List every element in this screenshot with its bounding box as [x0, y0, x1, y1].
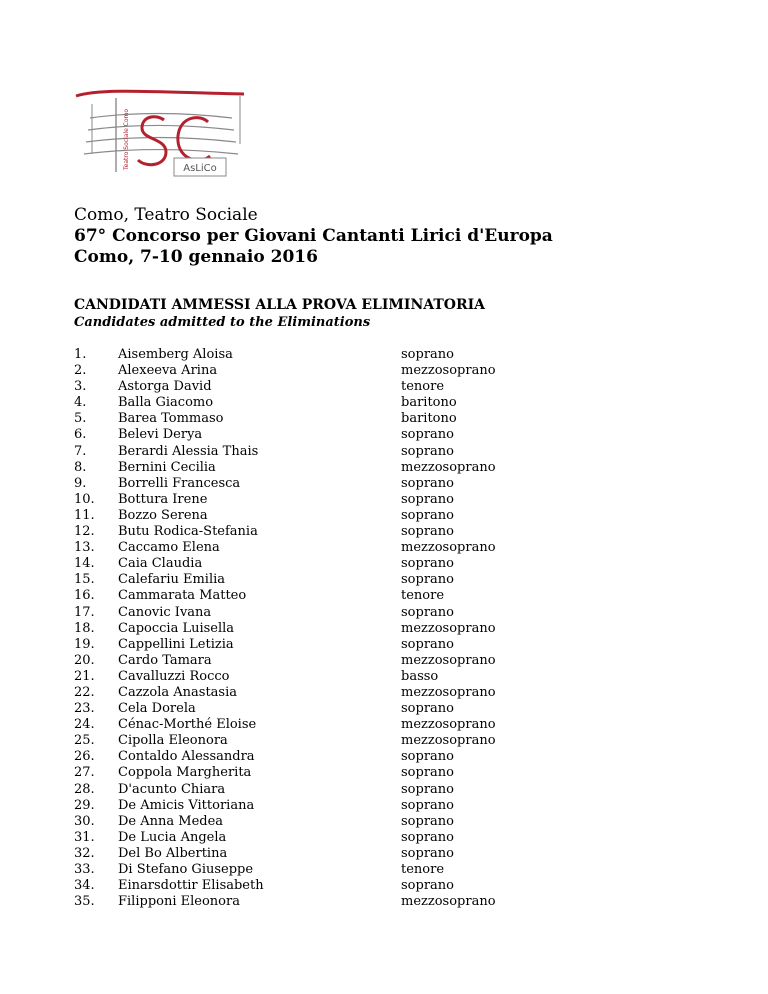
candidate-name: De Amicis Vittoriana	[118, 797, 255, 813]
candidate-row	[74, 637, 694, 653]
candidate-row	[74, 814, 694, 830]
candidate-row	[74, 653, 694, 669]
candidate-list	[74, 347, 694, 910]
candidate-voice-type: mezzosoprano	[401, 459, 496, 475]
candidate-voice-type: soprano	[401, 556, 454, 572]
candidate-voice-type: soprano	[401, 475, 454, 491]
candidate-voice-type: soprano	[401, 507, 454, 523]
candidate-name: Bernini Cecilia	[118, 459, 216, 475]
venue-line: Como, Teatro Sociale	[74, 205, 258, 225]
candidate-row	[74, 395, 694, 411]
candidate-voice-type: mezzosoprano	[401, 620, 496, 636]
candidate-voice-type: soprano	[401, 813, 454, 829]
candidate-row	[74, 363, 694, 379]
candidate-name: Cammarata Matteo	[118, 588, 247, 604]
candidate-name: Bottura Irene	[118, 491, 208, 507]
candidate-row	[74, 605, 694, 621]
candidate-row	[74, 862, 694, 878]
candidate-name: De Anna Medea	[118, 813, 224, 829]
candidate-name: Coppola Margherita	[118, 765, 252, 781]
candidate-name: Capoccia Luisella	[118, 620, 235, 636]
candidate-voice-type: mezzosoprano	[401, 717, 496, 733]
candidate-name: Borrelli Francesca	[118, 475, 241, 491]
candidate-row	[74, 588, 694, 604]
candidate-row	[74, 830, 694, 846]
candidate-voice-type: soprano	[401, 765, 454, 781]
candidate-voice-type: tenore	[401, 379, 445, 395]
candidate-name: Filipponi Eleonora	[118, 894, 240, 910]
candidate-voice-type: baritono	[401, 411, 457, 427]
candidate-name: Cénac-Morthé Eloise	[118, 717, 257, 733]
candidate-number: 34.	[74, 878, 95, 894]
candidate-row	[74, 572, 694, 588]
candidate-row	[74, 749, 694, 765]
candidate-number: 11.	[74, 507, 95, 523]
candidate-voice-type: soprano	[401, 572, 454, 588]
candidate-number: 19.	[74, 636, 95, 652]
candidate-number: 25.	[74, 733, 95, 749]
candidate-row	[74, 347, 694, 363]
candidate-number: 26.	[74, 749, 95, 765]
candidate-number: 3.	[74, 379, 87, 395]
candidate-voice-type: mezzosoprano	[401, 894, 496, 910]
candidate-voice-type: soprano	[401, 427, 454, 443]
candidate-number: 20.	[74, 652, 95, 668]
logo-vertical-text: Teatro Sociale Como	[123, 108, 130, 170]
candidate-voice-type: soprano	[401, 604, 454, 620]
candidate-number: 32.	[74, 845, 95, 861]
candidate-name: Cavalluzzi Rocco	[118, 668, 230, 684]
candidate-number: 4.	[74, 395, 87, 411]
logo-org-text: AsLiCo	[183, 163, 217, 174]
candidate-voice-type: mezzosoprano	[401, 540, 496, 556]
candidate-name: Canovic Ivana	[118, 604, 212, 620]
candidate-name: Butu Rodica-Stefania	[118, 524, 258, 540]
candidate-number: 17.	[74, 604, 95, 620]
candidate-voice-type: soprano	[401, 878, 454, 894]
candidate-number: 5.	[74, 411, 87, 427]
competition-title: 67° Concorso per Giovani Cantanti Lirici d'Europa	[74, 226, 553, 246]
candidate-voice-type: soprano	[401, 797, 454, 813]
candidate-row	[74, 782, 694, 798]
candidate-row	[74, 460, 694, 476]
candidate-name: D'acunto Chiara	[118, 781, 226, 797]
candidate-number: 29.	[74, 797, 95, 813]
candidate-number: 16.	[74, 588, 95, 604]
candidate-number: 15.	[74, 572, 95, 588]
candidate-voice-type: basso	[401, 668, 439, 684]
tsc-logo-graphic	[72, 84, 248, 184]
candidate-number: 1.	[74, 347, 87, 362]
candidate-name: Aisemberg Aloisa	[118, 347, 233, 362]
candidate-voice-type: soprano	[401, 443, 454, 459]
candidate-row	[74, 846, 694, 862]
candidate-row	[74, 411, 694, 427]
candidate-name: Bozzo Serena	[118, 507, 208, 523]
candidate-row	[74, 733, 694, 749]
candidate-number: 23.	[74, 701, 95, 717]
candidate-row	[74, 427, 694, 443]
candidate-voice-type: soprano	[401, 829, 454, 845]
candidate-name: Cela Dorela	[118, 701, 196, 717]
candidate-name: Einarsdottir Elisabeth	[118, 878, 264, 894]
candidate-voice-type: mezzosoprano	[401, 684, 496, 700]
candidate-row	[74, 556, 694, 572]
candidate-row	[74, 717, 694, 733]
candidate-number: 8.	[74, 459, 87, 475]
asli-co-logo	[72, 84, 248, 184]
candidate-number: 31.	[74, 829, 95, 845]
candidate-row	[74, 444, 694, 460]
section-subtitle: Candidates admitted to the Eliminations	[74, 315, 371, 330]
competition-dates: Como, 7-10 gennaio 2016	[74, 247, 318, 267]
candidate-voice-type: mezzosoprano	[401, 652, 496, 668]
candidate-name: Di Stefano Giuseppe	[118, 862, 254, 877]
candidate-voice-type: soprano	[401, 347, 454, 362]
candidate-number: 33.	[74, 862, 95, 877]
candidate-row	[74, 492, 694, 508]
candidate-voice-type: soprano	[401, 636, 454, 652]
candidate-voice-type: soprano	[401, 781, 454, 797]
candidate-row	[74, 379, 694, 395]
section-title: CANDIDATI AMMESSI ALLA PROVA ELIMINATORIA	[74, 297, 486, 313]
candidate-number: 14.	[74, 556, 95, 572]
candidate-name: Calefariu Emilia	[118, 572, 226, 588]
candidate-number: 7.	[74, 443, 87, 459]
candidate-row	[74, 894, 694, 910]
section-heading	[74, 296, 485, 331]
candidate-number: 24.	[74, 717, 95, 733]
candidate-name: Barea Tommaso	[118, 411, 224, 427]
candidate-number: 21.	[74, 668, 95, 684]
candidate-number: 30.	[74, 813, 95, 829]
candidate-voice-type: soprano	[401, 749, 454, 765]
candidate-voice-type: mezzosoprano	[401, 363, 496, 379]
candidate-name: Belevi Derya	[118, 427, 203, 443]
candidate-name: Caccamo Elena	[118, 540, 220, 556]
candidate-name: Caia Claudia	[118, 556, 203, 572]
candidate-name: Alexeeva Arina	[118, 363, 218, 379]
candidate-row	[74, 765, 694, 781]
candidate-number: 22.	[74, 684, 95, 700]
candidate-number: 12.	[74, 524, 95, 540]
candidate-number: 28.	[74, 781, 95, 797]
candidate-row	[74, 524, 694, 540]
candidate-name: Contaldo Alessandra	[118, 749, 255, 765]
candidate-number: 9.	[74, 475, 87, 491]
candidate-row	[74, 798, 694, 814]
candidate-voice-type: baritono	[401, 395, 457, 411]
candidate-row	[74, 701, 694, 717]
candidate-name: Cardo Tamara	[118, 652, 212, 668]
candidate-voice-type: mezzosoprano	[401, 733, 496, 749]
candidate-name: Balla Giacomo	[118, 395, 214, 411]
candidate-row	[74, 508, 694, 524]
candidate-row	[74, 669, 694, 685]
candidate-name: De Lucia Angela	[118, 829, 227, 845]
candidate-voice-type: tenore	[401, 588, 445, 604]
candidate-number: 27.	[74, 765, 95, 781]
candidate-row	[74, 878, 694, 894]
candidate-voice-type: soprano	[401, 491, 454, 507]
candidate-voice-type: soprano	[401, 701, 454, 717]
candidate-row	[74, 621, 694, 637]
candidate-number: 35.	[74, 894, 95, 910]
candidate-name: Cappellini Letizia	[118, 636, 234, 652]
candidate-voice-type: tenore	[401, 862, 445, 877]
candidate-voice-type: soprano	[401, 845, 454, 861]
candidate-name: Del Bo Albertina	[118, 845, 228, 861]
candidate-number: 18.	[74, 620, 95, 636]
candidate-name: Astorga David	[118, 379, 212, 395]
candidate-name: Cazzola Anastasia	[118, 684, 237, 700]
candidate-name: Berardi Alessia Thais	[118, 443, 259, 459]
candidate-row	[74, 685, 694, 701]
document-header	[74, 205, 553, 268]
candidate-row	[74, 476, 694, 492]
candidate-number: 10.	[74, 491, 95, 507]
candidate-voice-type: soprano	[401, 524, 454, 540]
candidate-number: 13.	[74, 540, 95, 556]
candidate-row	[74, 540, 694, 556]
candidate-name: Cipolla Eleonora	[118, 733, 228, 749]
candidate-number: 2.	[74, 363, 87, 379]
candidate-number: 6.	[74, 427, 87, 443]
